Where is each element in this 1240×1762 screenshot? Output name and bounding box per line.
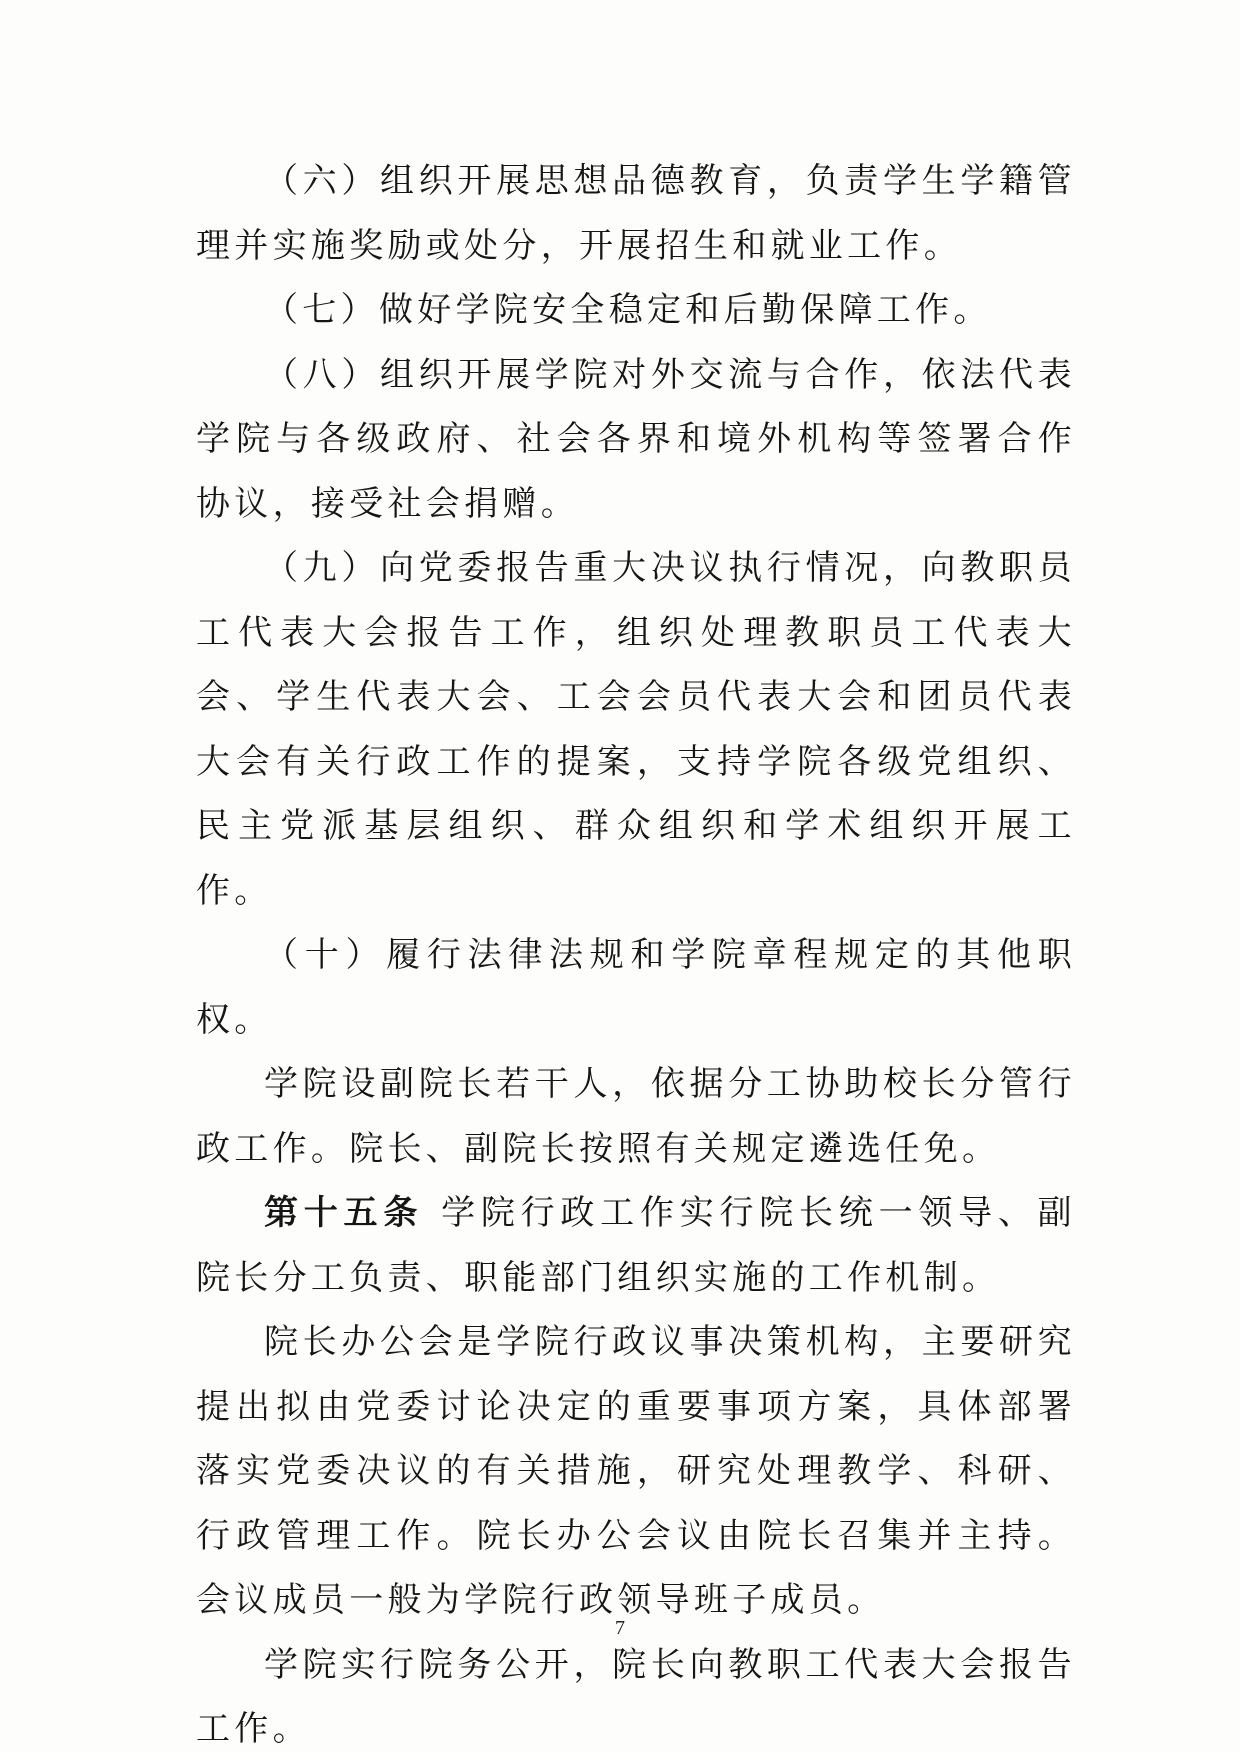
paragraph-text: （七）做好学院安全稳定和后勤保障工作。 — [264, 290, 992, 330]
article-15-paragraph — [196, 1181, 1076, 1310]
paragraph-text: 院长办公会是学院行政议事决策机构，主要研究提出拟由党委讨论决定的重要事项方案，具体部署落实党委决议的有关措施，研究处理教学、科研、行政管理工作。院长办公会议由院长召集并主持。会议成员一般为学院行政领导班子成员。 — [196, 1322, 1076, 1620]
paragraph-text: 学院实行院务公开，院长向教职工代表大会报告工作。 — [196, 1644, 1076, 1749]
paragraph-text: （九）向党委报告重大决议执行情况，向教职员工代表大会报告工作，组织处理教职员工代表大会、学生代表大会、工会会员代表大会和团员代表大会有关行政工作的提案，支持学院各级党组织、民主党派基层组织、群众组织和学术组织开展工作。 — [196, 548, 1076, 911]
paragraph-vice-president — [196, 1052, 1076, 1181]
paragraph-item-7 — [196, 278, 1076, 343]
paragraph-text: 学院设副院长若干人，依据分工协助校长分管行政工作。院长、副院长按照有关规定遴选任免。 — [196, 1064, 1076, 1169]
paragraph-text: 学院行政工作实行院长统一领导、副院长分工负责、职能部门组织实施的工作机制。 — [196, 1193, 1076, 1298]
page-number: 7 — [615, 1617, 625, 1639]
paragraph-item-8 — [196, 343, 1076, 537]
paragraph-item-10 — [196, 923, 1076, 1052]
article-number: 第十五条 — [264, 1193, 424, 1233]
paragraph-affairs-disclosure — [196, 1633, 1076, 1762]
paragraph-text: （八）组织开展学院对外交流与合作，依法代表学院与各级政府、社会各界和境外机构等签署合作协议，接受社会捐赠。 — [196, 354, 1076, 524]
paragraph-text: （十）履行法律法规和学院章程规定的其他职权。 — [196, 935, 1076, 1040]
paragraph-president-office-meeting — [196, 1310, 1076, 1633]
paragraph-text: （六）组织开展思想品德教育，负责学生学籍管理并实施奖励或处分，开展招生和就业工作。 — [196, 161, 1076, 266]
paragraph-item-6 — [196, 149, 1076, 278]
paragraph-item-9 — [196, 536, 1076, 923]
document-body — [196, 149, 1076, 1762]
